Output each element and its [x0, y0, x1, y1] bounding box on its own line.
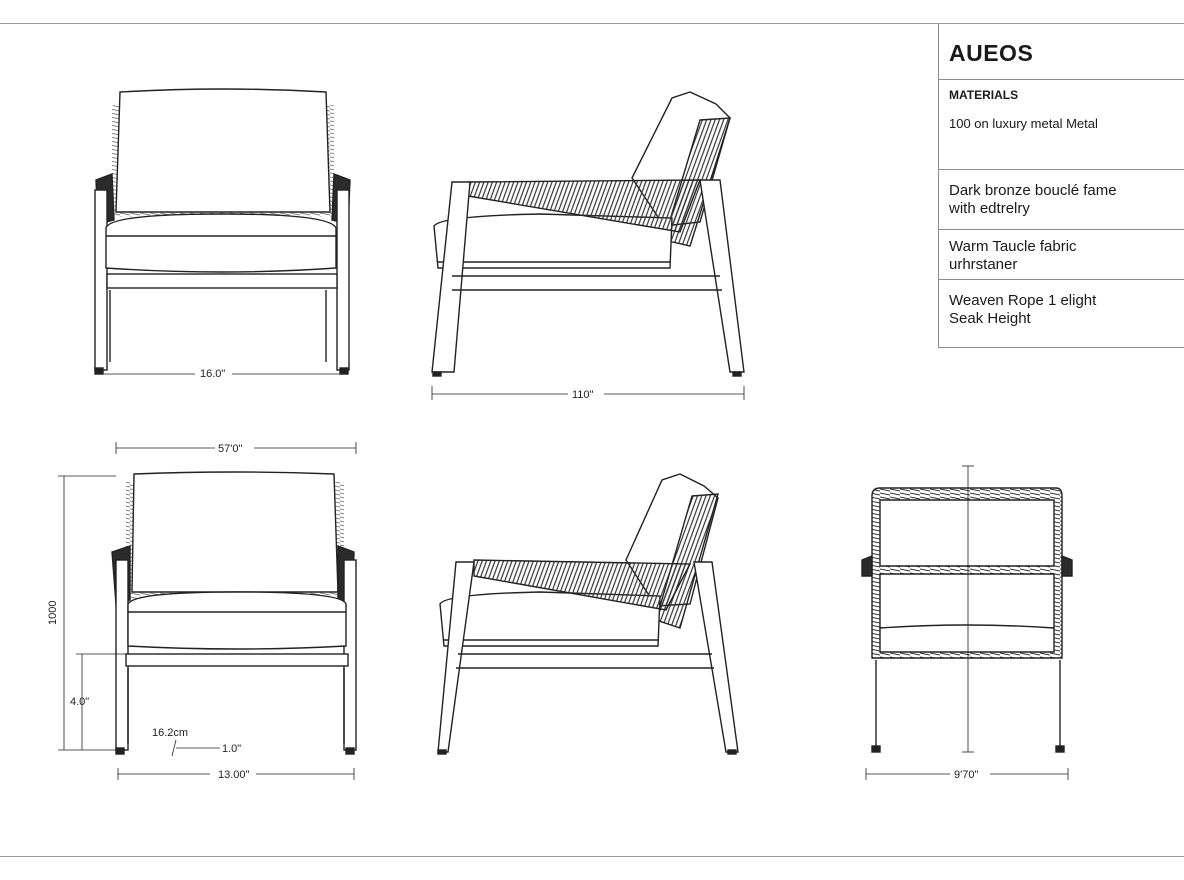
- front-view-top: [95, 89, 350, 374]
- dim-leg-gap: 1.0": [222, 743, 242, 755]
- front-view-bottom: [58, 442, 356, 780]
- side-view-bottom: [438, 474, 738, 754]
- dim-front-height: 1000: [47, 600, 59, 625]
- material-row: [939, 230, 1184, 280]
- title-cell: [939, 24, 1184, 80]
- back-view: [862, 466, 1072, 780]
- dim-leg-label: 16.2cm: [152, 727, 189, 739]
- dim-back-width: 9'70": [954, 769, 979, 781]
- dim-front-width-bottom: 57'0": [218, 443, 243, 455]
- dim-side-depth-top: 110": [572, 389, 594, 401]
- material-row-text: Warm Taucle fabric urhrstaner: [949, 238, 1077, 273]
- side-view-top: [432, 92, 744, 400]
- material-row: [939, 280, 1184, 348]
- material-row-text: Weaven Rope 1 elight Seak Height: [949, 292, 1097, 327]
- material-row: [939, 170, 1184, 230]
- dim-front-width-top: 16.0": [200, 368, 226, 380]
- title-block: [938, 24, 1184, 348]
- materials-header: MATERIALS: [949, 88, 1019, 102]
- materials-cell: [939, 80, 1184, 170]
- dim-front-base-width: 13.00": [218, 769, 250, 781]
- materials-description: 100 on luxury metal Metal: [949, 116, 1098, 131]
- material-row-text: Dark bronze bouclé fame with edtrelry: [949, 182, 1117, 217]
- drawing-title: AUEOS: [949, 40, 1034, 66]
- dim-seat-height: 4.0": [70, 696, 90, 708]
